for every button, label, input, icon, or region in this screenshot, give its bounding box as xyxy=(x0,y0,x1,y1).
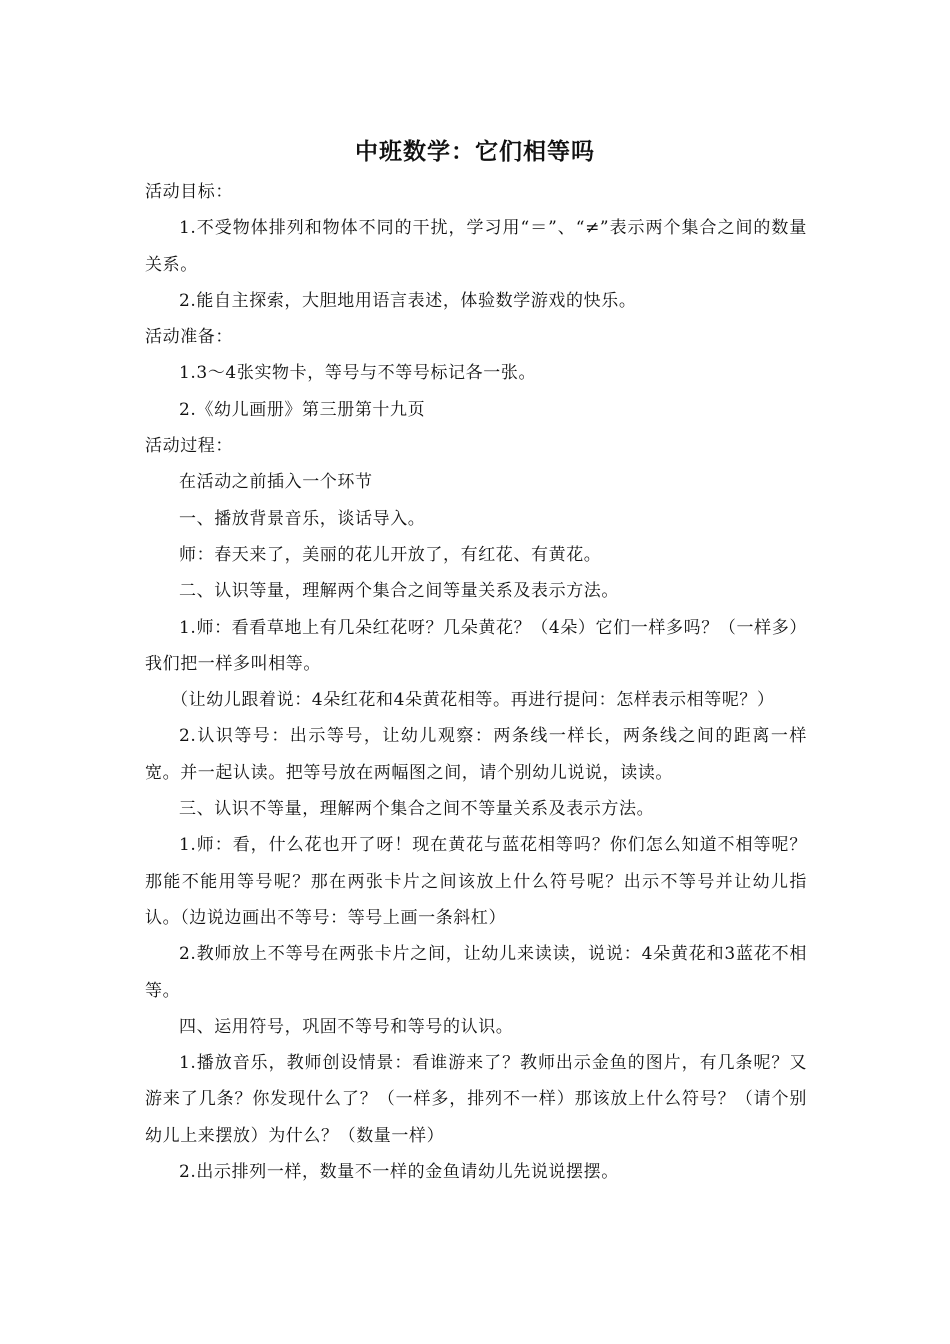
page-title: 中班数学：它们相等吗 xyxy=(355,139,595,165)
prep-paragraph-2: 2.《幼儿画册》第三册第十九页 xyxy=(179,399,426,420)
goal-paragraph-1: 1.不受物体排列和物体不同的干扰，学习用“＝”、“≠”表示两个集合之间的数量关系。 xyxy=(145,218,807,275)
step-two-item-1: 1.师：看看草地上有几朵红花呀？几朵黄花？（4朵）它们一样多吗？（一样多）我们把一样多叫相等。 xyxy=(145,617,807,674)
step-three-item-2: 2.教师放上不等号在两张卡片之间，让幼儿来读读，说说：4朵黄花和3蓝花不相等。 xyxy=(145,944,807,1001)
step-four-item-2: 2.出示排列一样，数量不一样的金鱼请幼儿先说说摆摆。 xyxy=(179,1162,619,1183)
goals-heading: 活动目标： xyxy=(145,182,233,202)
prep-paragraph-1: 1.3～4张实物卡，等号与不等号标记各一张。 xyxy=(179,363,537,384)
process-insert-note: 在活动之前插入一个环节 xyxy=(179,472,373,493)
step-one-teacher: 师：春天来了，美丽的花儿开放了，有红花、有黄花。 xyxy=(179,544,602,565)
step-three-heading: 三、认识不等量，理解两个集合之间不等量关系及表示方法。 xyxy=(179,799,655,820)
process-heading: 活动过程： xyxy=(145,436,233,457)
step-two-item-2: 2.认识等号：出示等号，让幼儿观察：两条线一样长，两条线之间的距离一样宽。并一起认读。把等号放在两幅图之间，请个别幼儿说说，读读。 xyxy=(145,726,807,783)
document-body xyxy=(145,174,807,1190)
goal-paragraph-2: 2.能自主探索，大胆地用语言表述，体验数学游戏的快乐。 xyxy=(179,290,637,311)
step-four-item-1: 1.播放音乐，教师创设情景：看谁游来了？教师出示金鱼的图片，有几条呢？又游来了几条？你发现什么了？（一样多，排列不一样）那该放上什么符号？（请个别幼儿上来摆放）为什么？（数量一样） xyxy=(145,1053,807,1146)
step-three-item-1: 1.师：看，什么花也开了呀！现在黄花与蓝花相等吗？你们怎么知道不相等呢？那能不能用等号呢？那在两张卡片之间该放上什么符号呢？出示不等号并让幼儿指认。（边说边画出不等号：等号上画一条斜杠） xyxy=(145,835,807,928)
step-two-item-1-note: （让幼儿跟着说：4朵红花和4朵黄花相等。再进行提问：怎样表示相等呢？） xyxy=(171,690,775,711)
step-one-heading: 一、播放背景音乐，谈话导入。 xyxy=(179,508,426,529)
prep-heading: 活动准备： xyxy=(145,327,233,348)
step-four-heading: 四、运用符号，巩固不等号和等号的认识。 xyxy=(179,1016,514,1037)
step-two-heading: 二、认识等量，理解两个集合之间等量关系及表示方法。 xyxy=(179,581,619,602)
